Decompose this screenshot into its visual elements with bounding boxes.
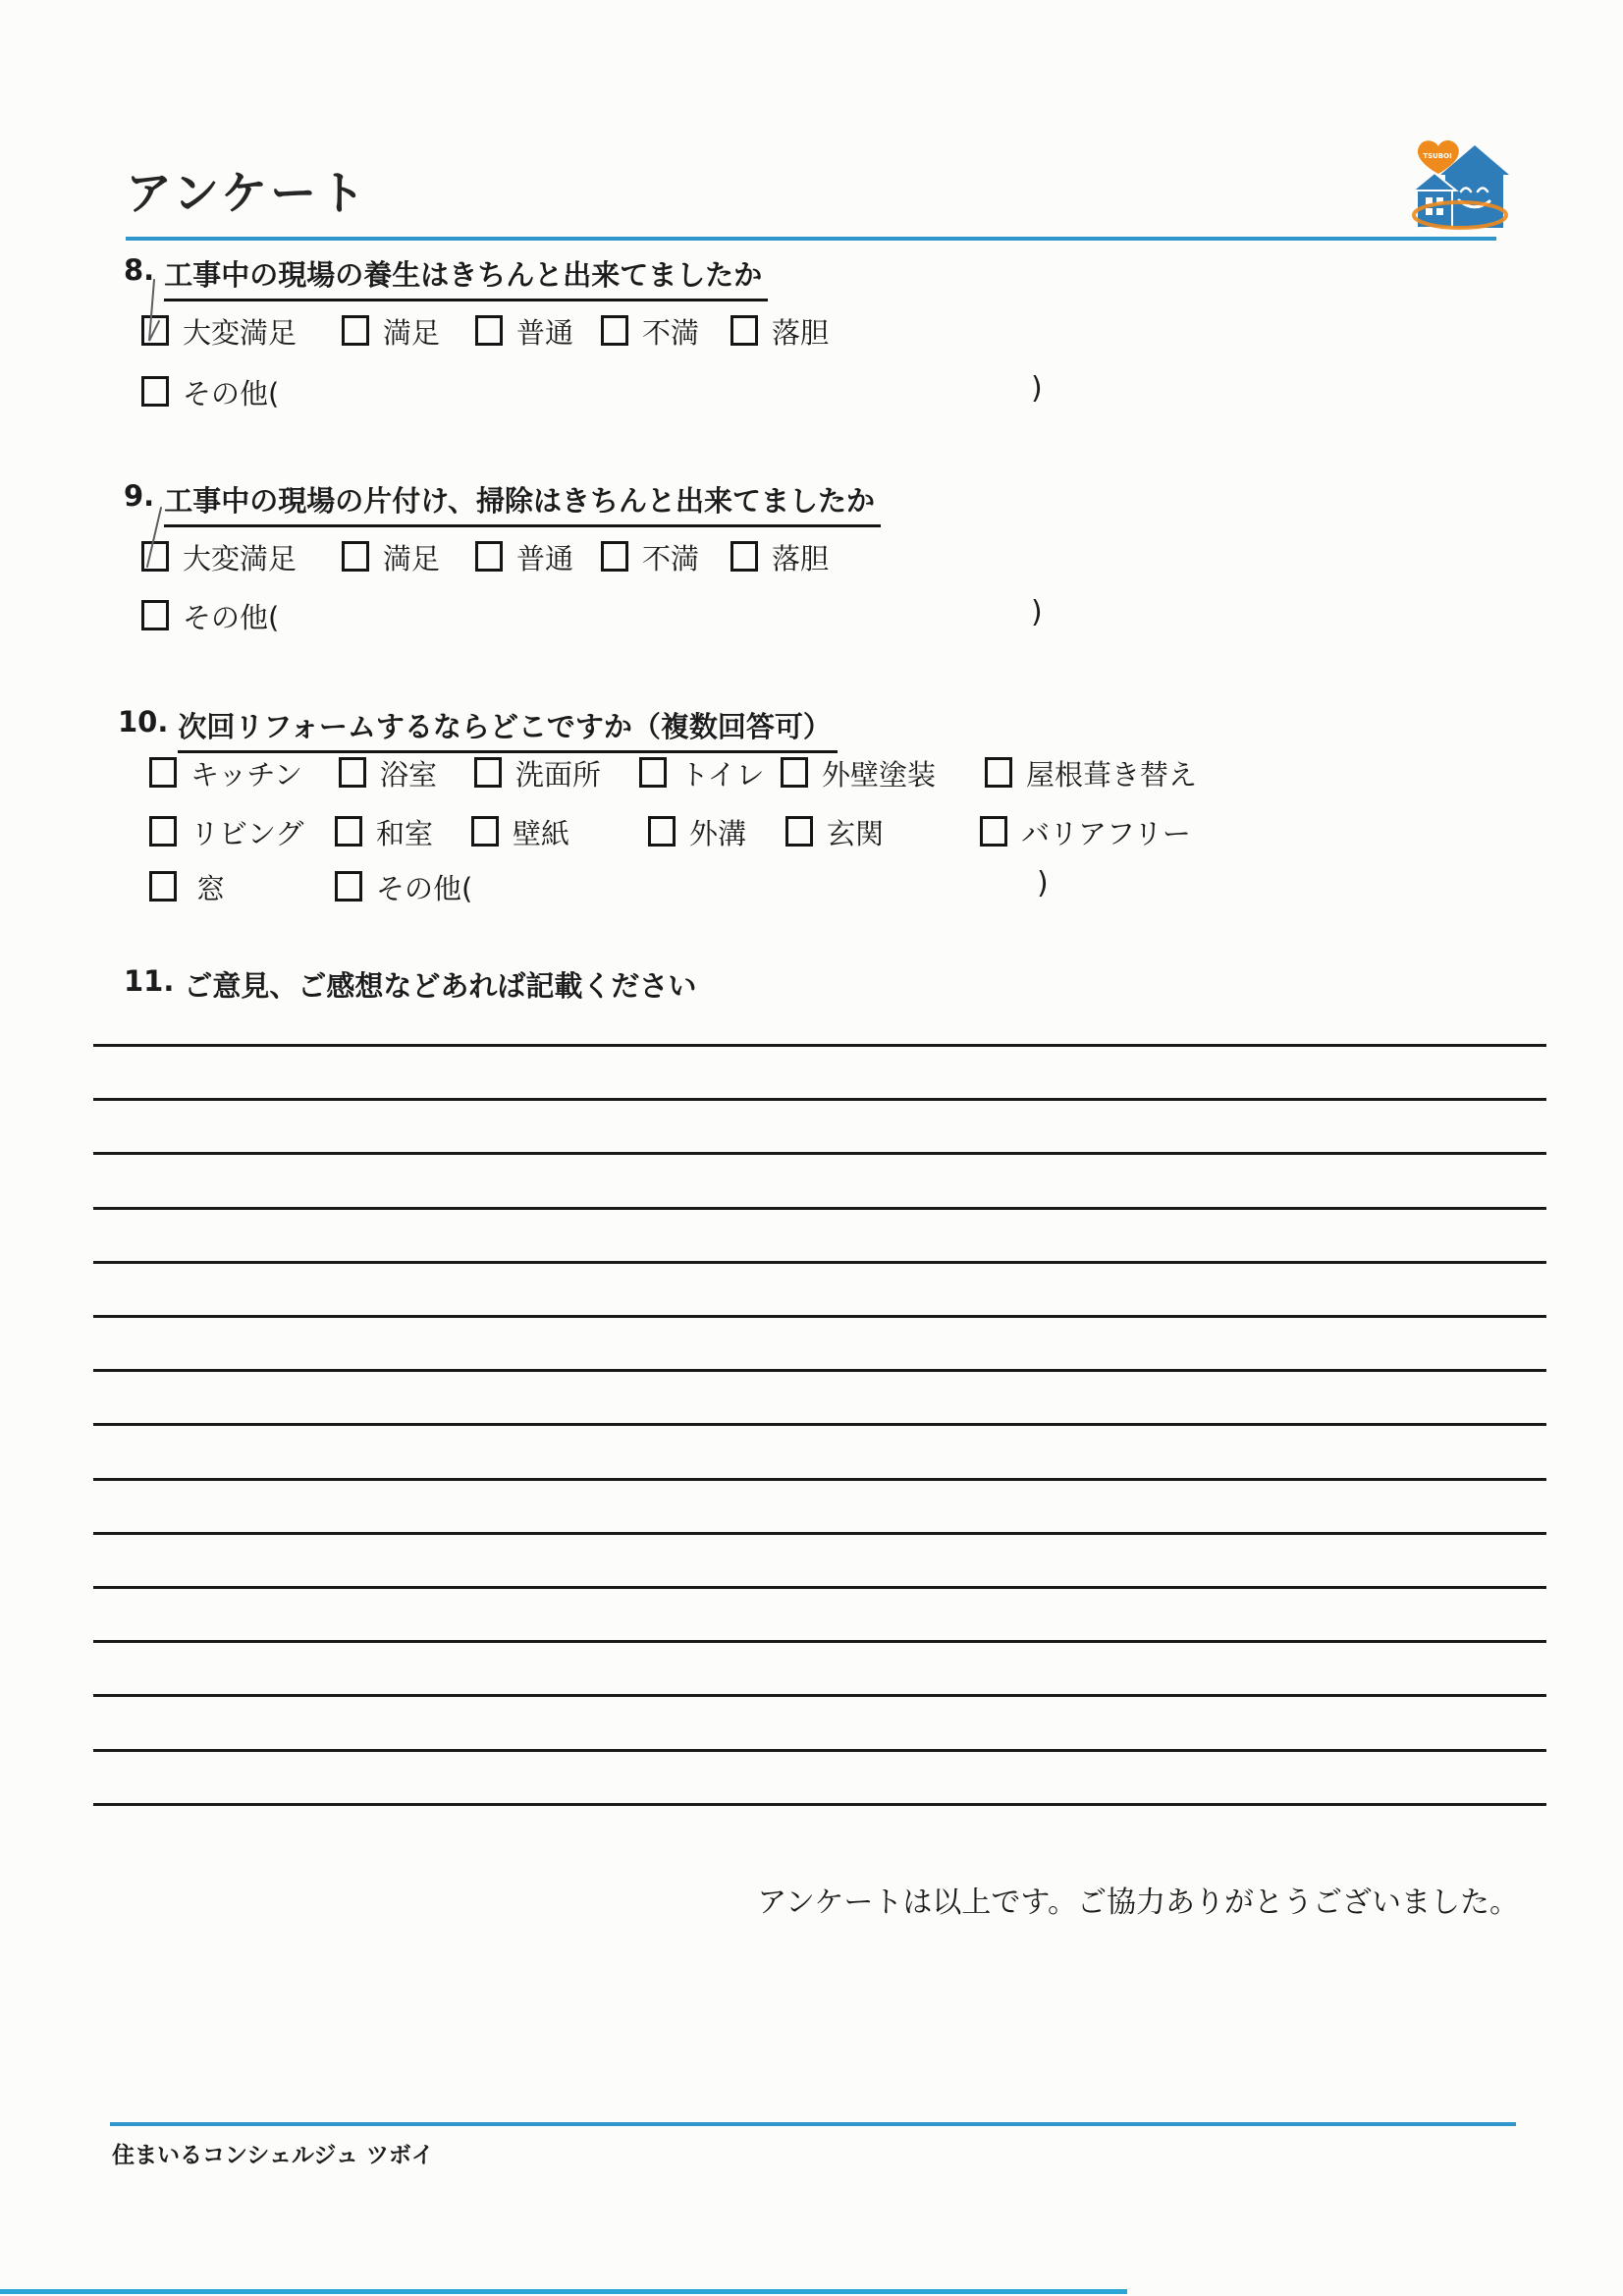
question-8-options (0, 312, 1623, 354)
pen-check-mark (135, 276, 175, 349)
checkbox-q10-other[interactable] (335, 871, 362, 902)
footer-divider (110, 2122, 1516, 2126)
q9-other-close-paren: ) (1031, 595, 1043, 629)
bottom-scan-edge (0, 2289, 1127, 2294)
checkbox-q10-exterior-paint[interactable] (781, 757, 808, 788)
checkbox-q10-window[interactable] (149, 871, 177, 902)
option-label-q10-kitchen: キッチン (190, 758, 302, 792)
question-11-number: 11. (124, 964, 175, 998)
option-label-q10-washroom: 洗面所 (515, 758, 602, 792)
comment-line (93, 1640, 1546, 1643)
option-label-q8-normal: 普通 (516, 316, 574, 350)
comment-line (93, 1044, 1546, 1047)
comment-line (93, 1803, 1546, 1806)
option-label-q10-barrier-free: バリアフリー (1021, 817, 1191, 850)
checkbox-q10-japanese-room[interactable] (335, 816, 362, 847)
title-divider (126, 237, 1496, 241)
logo-heart-text: TSUBOI (1423, 152, 1452, 160)
checkbox-q10-roof-reroofing[interactable] (985, 757, 1012, 788)
question-10-title: 次回リフォームするならどこですか（複数回答可） (178, 705, 838, 753)
option-label-q10-bathroom: 浴室 (380, 758, 438, 792)
question-10-row1 (0, 754, 1623, 795)
comment-line (93, 1423, 1546, 1426)
option-label-q10-toilet: トイレ (680, 758, 765, 792)
checkbox-q8-very-satisfied[interactable] (141, 315, 169, 346)
question-9-other-row (0, 597, 1623, 638)
question-10-row2 (0, 813, 1623, 854)
option-label-q10-roof-reroofing: 屋根葺き替え (1026, 758, 1198, 792)
checkbox-q10-toilet[interactable] (639, 757, 667, 788)
checkbox-q9-dissatisfied[interactable] (601, 541, 628, 572)
question-8-other-row (0, 373, 1623, 414)
comment-line (93, 1749, 1546, 1752)
option-label-q10-entrance: 玄関 (827, 817, 885, 850)
option-label-q8-very-satisfied: 大変満足 (183, 316, 298, 350)
question-9-options (0, 538, 1623, 579)
comment-line (93, 1098, 1546, 1101)
comment-line (93, 1532, 1546, 1535)
page-title: アンケート (126, 167, 369, 221)
closing-text: アンケートは以上です。ご協力ありがとうございました。 (757, 1886, 1519, 1920)
checkbox-q10-wallpaper[interactable] (471, 816, 499, 847)
checkbox-q10-barrier-free[interactable] (980, 816, 1007, 847)
option-label-q8-disappointed: 落胆 (772, 316, 830, 350)
checkbox-q10-living[interactable] (149, 816, 177, 847)
option-label-q10-exterior-paint: 外壁塗装 (822, 758, 937, 792)
checkbox-q9-very-satisfied[interactable] (141, 541, 169, 572)
comment-lines (93, 1044, 1546, 1820)
comment-line (93, 1586, 1546, 1589)
comment-line (93, 1369, 1546, 1372)
checkbox-q8-disappointed[interactable] (730, 315, 758, 346)
option-label-q10-window: 窓 (196, 872, 226, 905)
checkbox-q8-normal[interactable] (475, 315, 503, 346)
option-label-q8-dissatisfied: 不満 (642, 316, 700, 350)
tsuboi-logo-icon (1411, 136, 1509, 231)
checkbox-q9-other[interactable] (141, 600, 169, 630)
checkbox-q8-dissatisfied[interactable] (601, 315, 628, 346)
option-label-q10-living: リビング (190, 817, 304, 850)
question-9-title: 工事中の現場の片付け、掃除はきちんと出来てましたか (164, 479, 881, 527)
question-8-number: 8. (124, 253, 155, 287)
comment-line (93, 1261, 1546, 1264)
checkbox-q8-satisfied[interactable] (342, 315, 369, 346)
q8-other-close-paren: ) (1031, 371, 1043, 406)
option-label-q10-outer-drain: 外溝 (689, 817, 747, 850)
q10-other-close-paren: ) (1037, 866, 1049, 901)
comment-line (93, 1315, 1546, 1318)
option-label-q8-satisfied: 満足 (383, 316, 441, 350)
question-9-heading (124, 479, 881, 527)
option-label-q8-other: その他( (183, 377, 280, 410)
option-label-q9-dissatisfied: 不満 (642, 542, 700, 575)
option-label-q10-wallpaper: 壁紙 (513, 817, 570, 850)
question-10-number: 10. (118, 705, 169, 738)
comment-line (93, 1152, 1546, 1155)
checkbox-q9-disappointed[interactable] (730, 541, 758, 572)
option-label-q9-disappointed: 落胆 (772, 542, 830, 575)
checkbox-q10-washroom[interactable] (474, 757, 502, 788)
option-label-q9-other: その他( (183, 601, 280, 634)
checkbox-q9-satisfied[interactable] (342, 541, 369, 572)
comment-line (93, 1478, 1546, 1481)
option-label-q9-very-satisfied: 大変満足 (183, 542, 298, 575)
option-label-q9-satisfied: 満足 (383, 542, 441, 575)
question-10-row3 (0, 868, 1623, 909)
option-label-q10-japanese-room: 和室 (376, 817, 434, 850)
checkbox-q10-bathroom[interactable] (339, 757, 366, 788)
comment-line (93, 1207, 1546, 1210)
option-label-q10-other: その他( (376, 872, 473, 905)
question-8-title: 工事中の現場の養生はきちんと出来てましたか (164, 253, 768, 301)
question-11-heading (124, 964, 702, 1010)
question-9-number: 9. (124, 479, 155, 513)
checkbox-q9-normal[interactable] (475, 541, 503, 572)
option-label-q9-normal: 普通 (516, 542, 574, 575)
question-10-heading (118, 705, 838, 753)
checkbox-q8-other[interactable] (141, 376, 169, 407)
checkbox-q10-outer-drain[interactable] (648, 816, 676, 847)
checkbox-q10-kitchen[interactable] (149, 757, 177, 788)
question-11-title: ご意見、ご感想などあれば記載ください (184, 969, 697, 1003)
checkbox-q10-entrance[interactable] (785, 816, 813, 847)
comment-line (93, 1694, 1546, 1697)
question-8-heading (124, 253, 768, 301)
footer-company-text: 住まいるコンシェルジュ ツボイ (112, 2143, 434, 2168)
pen-check-mark (135, 502, 175, 574)
